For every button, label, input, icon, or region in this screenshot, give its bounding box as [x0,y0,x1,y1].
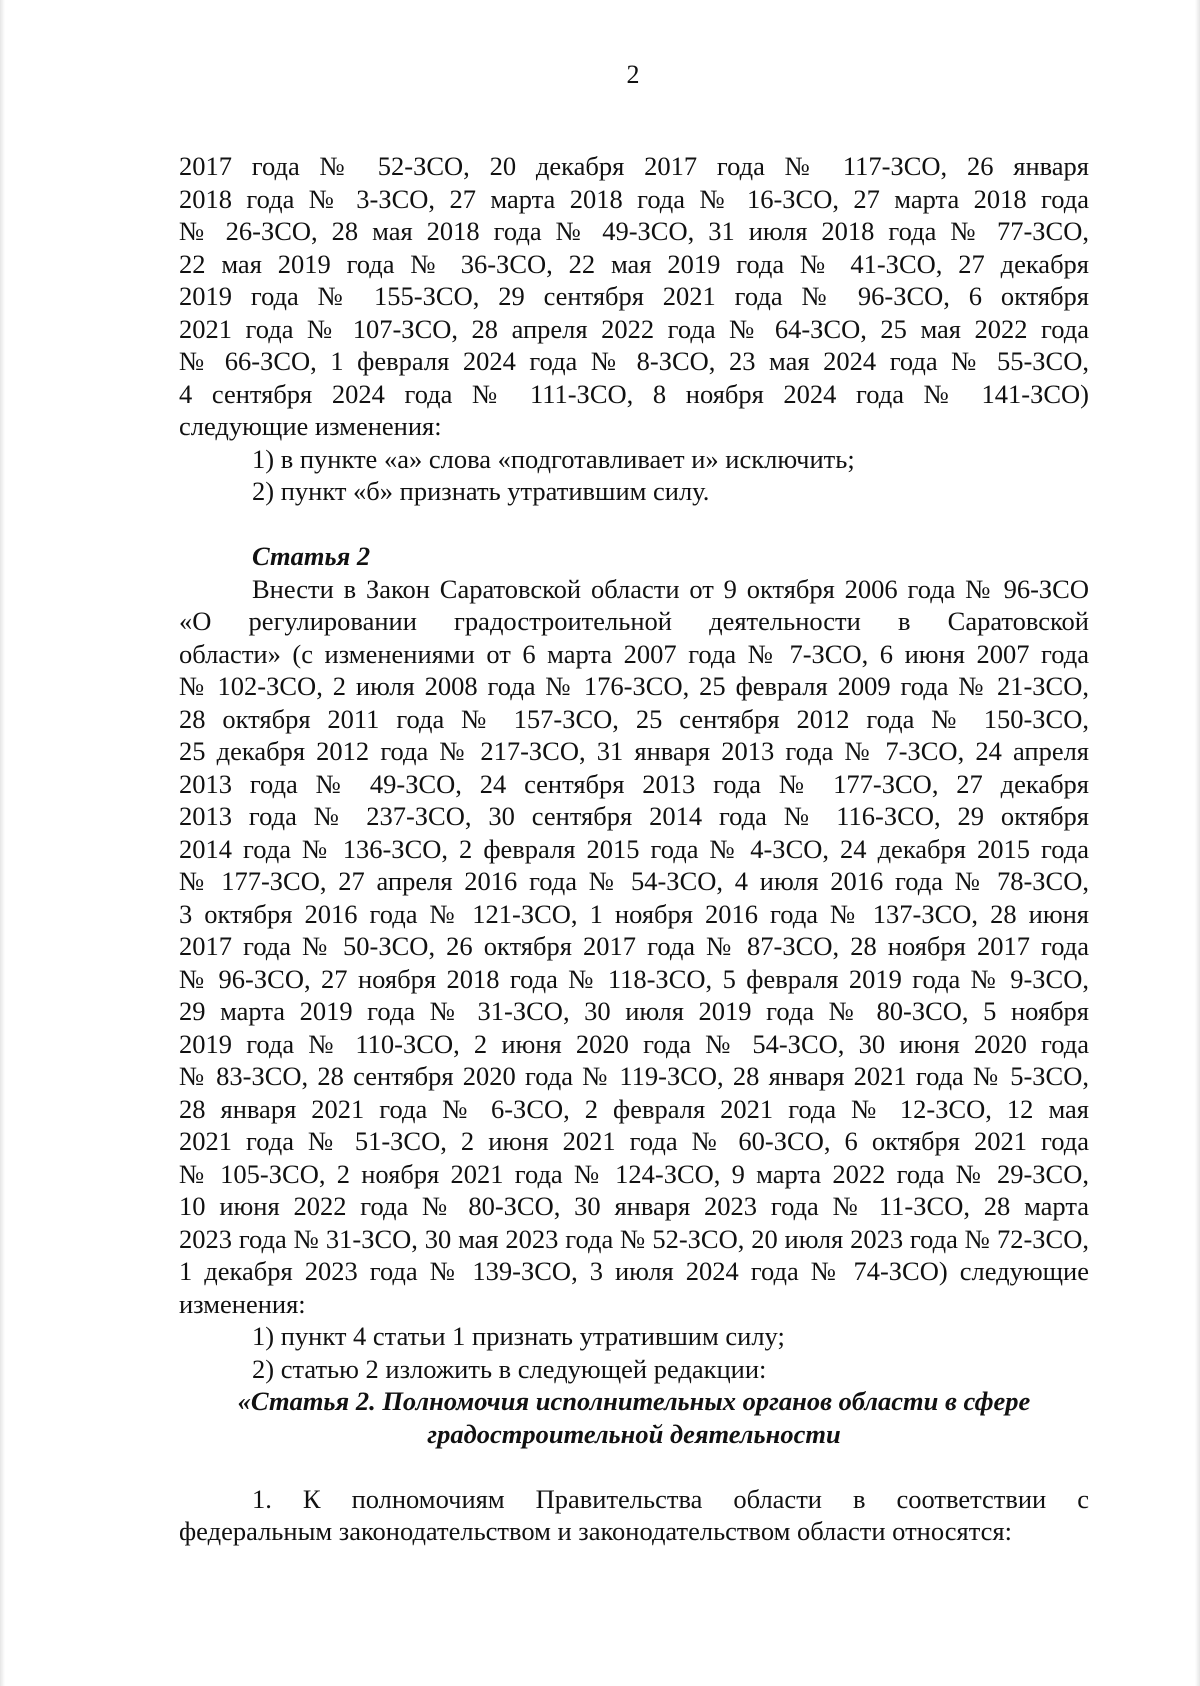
new-article-title-line-1: «Статья 2. Полномочия исполнительных органов области в сфере [237,1386,1031,1416]
text-line: 2017 года № 52-ЗСО, 20 декабря 2017 года № 117-ЗСО, 26 января [179,151,1089,181]
list-item: 1) пункт 4 статьи 1 признать утратившим силу; [252,1321,785,1351]
paragraph-amendments-list [179,150,1089,443]
text-line: 3 октября 2016 года № 121-ЗСО, 1 ноября 2016 года № 137-ЗСО, 28 июня [179,898,1089,929]
text-line: 2021 года № 51-ЗСО, 2 июня 2021 года № 60-ЗСО, 6 октября 2021 года [179,1126,1089,1156]
list-item: 2) пункт «б» признать утратившим силу. [252,476,710,506]
text-line: федеральным законодательством и законодательством области относятся: [179,1516,1012,1546]
text-line: 1. К полномочиям Правительства области в соответствии с [252,1483,1089,1514]
list-item: 2) статью 2 изложить в следующей редакции: [252,1353,767,1384]
text-line: 4 сентября 2024 года № 111-ЗСО, 8 ноября 2024 года № 141-ЗСО) [179,378,1089,409]
text-line: изменения: [179,1288,306,1319]
text-line: 2023 года № 31-ЗСО, 30 мая 2023 года № 52-ЗСО, 20 июля 2023 года № 72-ЗСО, [179,1223,1089,1254]
text-line: 22 мая 2019 года № 36-ЗСО, 22 мая 2019 года № 41-ЗСО, 27 декабря [179,248,1089,279]
new-article-title-line-2: градостроительной деятельности [427,1418,841,1449]
text-line: 2017 года № 50-ЗСО, 26 октября 2017 года № 87-ЗСО, 28 ноября 2017 года [179,931,1089,961]
paragraph-powers [179,1483,1089,1548]
text-line: № 96-ЗСО, 27 ноября 2018 года № 118-ЗСО, 5 февраля 2019 года № 9-ЗСО, [179,963,1089,994]
text-line: 2021 года № 107-ЗСО, 28 апреля 2022 года № 64-ЗСО, 25 мая 2022 года [179,313,1089,344]
text-line: № 26-ЗСО, 28 мая 2018 года № 49-ЗСО, 31 июля 2018 года № 77-ЗСО, [179,216,1089,246]
text-line: области» (с изменениями от 6 марта 2007 года № 7-ЗСО, 6 июня 2007 года [179,638,1089,669]
text-line: 2018 года № 3-ЗСО, 27 марта 2018 года № 16-ЗСО, 27 марта 2018 года [179,183,1089,214]
text-line: 2014 года № 136-ЗСО, 2 февраля 2015 года № 4-ЗСО, 24 декабря 2015 года [179,833,1089,864]
text-line: 10 июня 2022 года № 80-ЗСО, 30 января 2023 года № 11-ЗСО, 28 марта [179,1191,1089,1221]
text-line: 25 декабря 2012 года № 217-ЗСО, 31 января 2013 года № 7-ЗСО, 24 апреля [179,736,1089,766]
text-line: № 102-ЗСО, 2 июля 2008 года № 176-ЗСО, 25 февраля 2009 года № 21-ЗСО, [179,671,1089,701]
article-heading: Статья 2 [252,541,371,571]
paragraph-article-2 [179,573,1089,1321]
text-line: 29 марта 2019 года № 31-ЗСО, 30 июля 2019 года № 80-ЗСО, 5 ноября [179,996,1089,1026]
text-line: следующие изменения: [179,411,442,441]
text-line: 2013 года № 49-ЗСО, 24 сентября 2013 года № 177-ЗСО, 27 декабря [179,768,1089,799]
text-line: 28 октября 2011 года № 157-ЗСО, 25 сентября 2012 года № 150-ЗСО, [179,703,1089,734]
text-line: 2013 года № 237-ЗСО, 30 сентября 2014 года № 116-ЗСО, 29 октября [179,801,1089,831]
spacer [179,508,1089,541]
text-line: 1 декабря 2023 года № 139-ЗСО, 3 июля 2024 года № 74-ЗСО) следующие [179,1256,1089,1286]
text-line: Внести в Закон Саратовской области от 9 октября 2006 года № 96-ЗСО [252,573,1089,604]
scan-edge-left [0,0,5,1686]
text-line: № 66-ЗСО, 1 февраля 2024 года № 8-ЗСО, 23 мая 2024 года № 55-ЗСО, [179,346,1089,376]
scan-edge-right [1195,0,1200,1686]
text-line: «О регулировании градостроительной деятельности в Саратовской [179,606,1089,636]
page-number: 2 [626,60,640,89]
document-body [179,150,1089,1548]
text-line: 2019 года № 110-ЗСО, 2 июня 2020 года № 54-ЗСО, 30 июня 2020 года [179,1028,1089,1059]
text-line: 28 января 2021 года № 6-ЗСО, 2 февраля 2021 года № 12-ЗСО, 12 мая [179,1093,1089,1124]
text-line: 2019 года № 155-ЗСО, 29 сентября 2021 года № 96-ЗСО, 6 октября [179,281,1089,311]
list-item: 1) в пункте «а» слова «подготавливает и» исключить; [252,443,855,474]
new-article-title [179,1385,1089,1450]
text-line: № 83-ЗСО, 28 сентября 2020 года № 119-ЗСО, 28 января 2021 года № 5-ЗСО, [179,1061,1089,1091]
text-line: № 105-ЗСО, 2 ноября 2021 года № 124-ЗСО, 9 марта 2022 года № 29-ЗСО, [179,1158,1089,1189]
spacer [179,1450,1089,1483]
text-line: № 177-ЗСО, 27 апреля 2016 года № 54-ЗСО, 4 июля 2016 года № 78-ЗСО, [179,866,1089,896]
